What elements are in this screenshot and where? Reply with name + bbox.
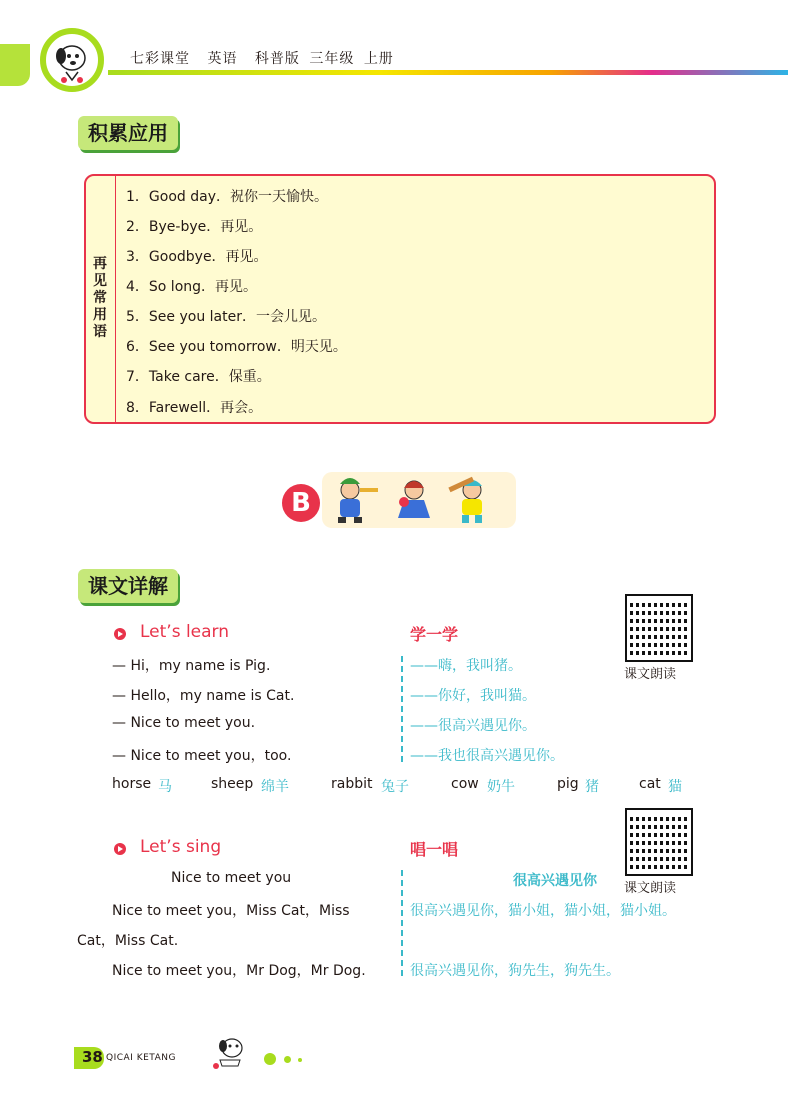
header-accent-bar <box>0 44 30 86</box>
vocab-en: cat <box>639 776 661 792</box>
song-line1-en-a: Nice to meet you，Miss Cat，Miss <box>112 903 350 919</box>
play-bullet-icon <box>114 843 126 855</box>
vocab-en: sheep <box>211 776 254 792</box>
qr-label-learn: 课文朗读 <box>624 667 677 682</box>
song-title-en: Nice to meet you <box>171 870 292 886</box>
puppy-logo-icon <box>40 28 104 92</box>
dialogue-en: — Nice to meet you，too. <box>112 748 292 764</box>
header-grade: 三年级 <box>309 51 355 67</box>
vocab-cn: 马 <box>158 779 172 795</box>
phrase-item: 6．See you tomorrow．明天见。 <box>126 339 347 355</box>
section-badge-explain: 课文详解 <box>78 569 178 603</box>
header-subject: 英语 <box>207 51 238 67</box>
phrase-item: 2．Bye-bye．再见。 <box>126 219 263 235</box>
sing-cn-title: 唱一唱 <box>410 840 459 859</box>
dialogue-cn: ——很高兴遇见你。 <box>410 718 536 734</box>
phrase-item: 4．So long．再见。 <box>126 279 258 295</box>
footer-dot-medium <box>284 1056 291 1063</box>
header-title <box>130 48 406 68</box>
vocab-en: pig <box>557 776 579 792</box>
phrase-item: 8．Farewell．再会。 <box>126 400 263 416</box>
page-number: 38 <box>82 1048 103 1066</box>
vocab-cn: 猪 <box>585 779 599 795</box>
kid-bat-icon <box>448 477 482 523</box>
kid-trumpet-icon <box>338 478 378 523</box>
footer-dot-small <box>298 1058 302 1062</box>
phrase-item: 1．Good day．祝你一天愉快。 <box>126 189 328 205</box>
learn-divider <box>401 656 403 762</box>
header-series: 七彩课堂 <box>130 51 190 67</box>
vocab-en: horse <box>112 776 152 792</box>
learn-cn-title: 学一学 <box>410 625 459 644</box>
learn-title: Let’s learn <box>140 622 230 642</box>
kids-illustration-strip <box>322 472 516 528</box>
qr-label-sing: 课文朗读 <box>624 881 677 896</box>
phrase-box-label: 再见常用语 <box>93 256 107 340</box>
song-title-cn: 很高兴遇见你 <box>513 873 597 889</box>
song-line1-cn: 很高兴遇见你，猫小姐，猫小姐，猫小姐。 <box>410 903 676 919</box>
part-b-badge: B <box>282 484 320 522</box>
header-rainbow-line <box>108 70 788 75</box>
vocab-en: rabbit <box>331 776 373 792</box>
phrase-item: 3．Goodbye．再见。 <box>126 249 268 265</box>
sing-divider <box>401 870 403 976</box>
phrase-box <box>84 174 716 424</box>
vocab-cn: 兔子 <box>381 779 409 795</box>
vocab-en: cow <box>451 776 479 792</box>
dialogue-en: — Nice to meet you. <box>112 715 256 731</box>
phrase-item: 7．Take care．保重。 <box>126 369 271 385</box>
dialogue-en: — Hi，my name is Pig. <box>112 658 271 674</box>
section-badge-accumulate: 积累应用 <box>78 116 178 150</box>
song-line1-en-b: Cat，Miss Cat. <box>77 933 179 949</box>
qr-code-learn[interactable] <box>627 596 691 660</box>
header-volume: 上册 <box>363 51 394 67</box>
song-line2-en: Nice to meet you，Mr Dog，Mr Dog. <box>112 963 366 979</box>
dialogue-en: — Hello，my name is Cat. <box>112 688 295 704</box>
kid-girl-icon <box>398 481 430 518</box>
phrase-item: 5．See you later．一会儿见。 <box>126 309 326 325</box>
dialogue-cn: ——你好，我叫猫。 <box>410 688 536 704</box>
dialogue-cn: ——嗨，我叫猪。 <box>410 658 522 674</box>
vocab-cn: 猫 <box>668 779 682 795</box>
vocab-cn: 绵羊 <box>261 779 289 795</box>
sing-title: Let’s sing <box>140 837 222 857</box>
footer-dot-large <box>264 1053 276 1065</box>
puppy-footer-icon <box>210 1034 250 1074</box>
qr-code-sing[interactable] <box>627 810 691 874</box>
dialogue-cn: ——我也很高兴遇见你。 <box>410 748 564 764</box>
header-edition: 科普版 <box>254 51 300 67</box>
play-bullet-icon <box>114 628 126 640</box>
song-line2-cn: 很高兴遇见你，狗先生，狗先生。 <box>410 963 620 979</box>
vocab-cn: 奶牛 <box>487 779 515 795</box>
footer-brand: QICAI KETANG <box>106 1053 176 1063</box>
